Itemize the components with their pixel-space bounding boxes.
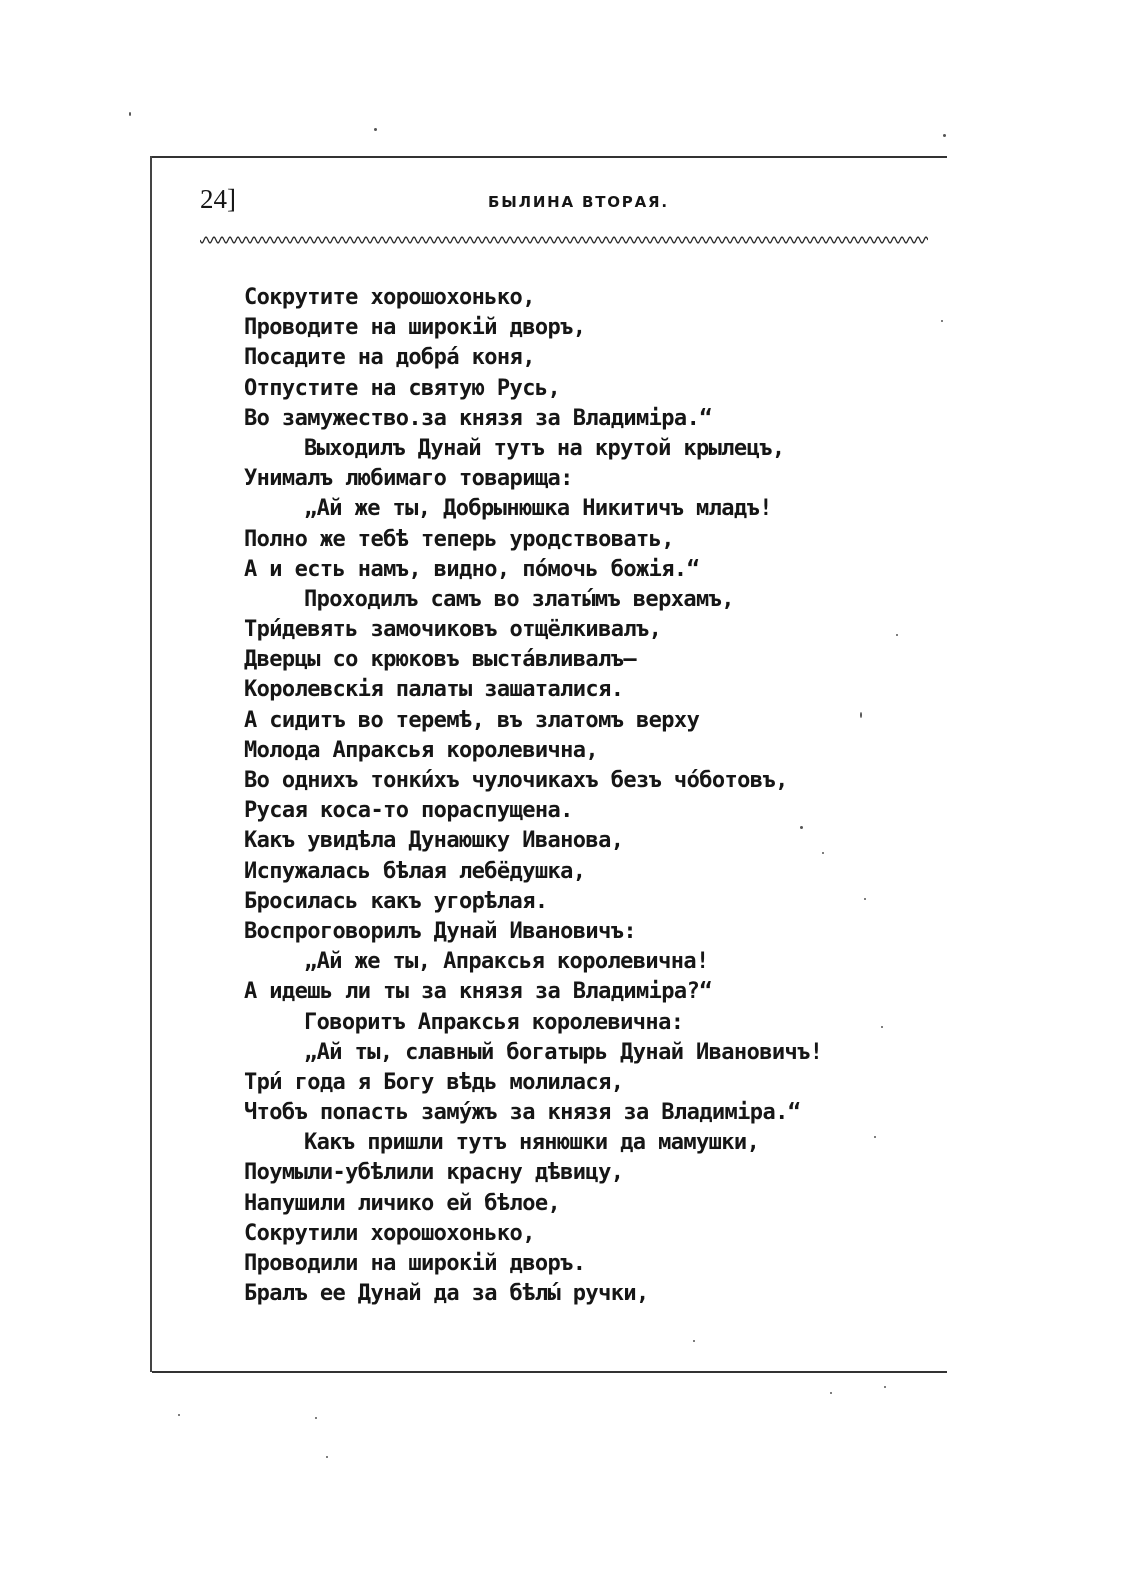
running-head: БЫЛИНА ВТОРАЯ. [488,193,669,211]
verse-line: Проводите на широкій дворъ, [244,315,586,341]
verse-text [244,283,914,1309]
scan-speck [315,1417,317,1419]
verse-line: Напушили личико ей бѣлое, [244,1190,561,1216]
scan-speck [800,826,803,829]
verse-line: Королевскія палаты зашаталися. [244,677,624,703]
verse-line: Бросилась какъ угорѣлая. [244,888,548,914]
verse-line: „Ай же ты, Добрынюшка Никитичъ младъ! [304,496,772,522]
verse-line: Испужалась бѣлая лебёдушка, [244,858,586,884]
verse-line: Говоритъ Апраксья королевична: [304,1009,684,1035]
scan-speck [822,852,824,854]
verse-line: Три́ года я Богу вѣдь молилася, [244,1069,624,1095]
verse-line: А идешь ли ты за князя за Владиміра?“ [244,979,712,1005]
scan-speck [884,1386,886,1388]
scan-speck [881,1026,883,1028]
verse-line: „Ай ты, славный богатырь Дунай Ивановичъ! [304,1039,823,1065]
verse-line: Унималъ любимаго товарища: [244,466,573,492]
verse-line: Русая коса-то пораспущена. [244,798,573,824]
scan-speck [874,1136,876,1138]
verse-line: Дверцы со крюковъ выстáвливалъ— [244,647,636,673]
verse-line: Посадите на добрá коня, [244,345,535,371]
scan-speck [129,112,131,116]
verse-line: Молода Апраксья королевична, [244,737,599,763]
verse-line: Полно же тебѣ теперь уродствовать, [244,526,674,552]
scan-speck [326,1456,328,1458]
bottom-frame-rule [152,1371,947,1373]
verse-line: Поумыли-убѣлили красну дѣвицу, [244,1160,624,1186]
scan-speck [693,1340,695,1342]
top-frame-rule [150,156,947,158]
verse-line: Какъ увидѣла Дунаюшку Иванова, [244,828,624,854]
scan-speck [941,320,943,322]
verse-line: Во замужество.за князя за Владиміра.“ [244,405,712,431]
scan-speck [864,898,866,900]
verse-line: Сокрутите хорошохонько, [244,285,535,310]
wavy-divider [200,234,928,246]
verse-line: „Ай же ты, Апраксья королевична! [304,949,709,975]
scan-speck [830,1392,832,1394]
verse-line: Чтобъ попасть замýжъ за князя за Владиміра.“ [244,1100,801,1126]
verse-line: А и есть намъ, видно, пóмочь божія.“ [244,556,700,582]
verse-line: А сидитъ во теремѣ, въ златомъ верху [244,707,700,733]
scan-speck [896,634,898,636]
verse-line: Проходилъ самъ во златы́мъ верхамъ, [304,586,734,612]
verse-line: Какъ пришли тутъ нянюшки да мамушки, [304,1130,760,1156]
verse-line: Бралъ ее Дунай да за бѣлы́ ручки, [244,1281,649,1307]
verse-line: Воспроговорилъ Дунай Ивановичъ: [244,918,636,944]
scan-speck [860,712,862,718]
scan-speck [943,134,946,137]
verse-line: Сокрутили хорошохонько, [244,1220,535,1246]
scan-speck [374,128,377,131]
verse-line: Отпустите на святую Русь, [244,375,561,401]
page-number: 24] [200,184,236,214]
left-frame-rule [150,156,152,1372]
verse-line: Во однихъ тонки́хъ чулочикахъ безъ чóботовъ, [244,768,788,793]
scan-speck [178,1414,180,1416]
verse-line: Выходилъ Дунай тутъ на крутой крылецъ, [304,435,785,461]
verse-line: Три́девять замочиковъ отщёлкивалъ, [244,617,662,643]
verse-line: Проводили на широкій дворъ. [244,1251,586,1276]
